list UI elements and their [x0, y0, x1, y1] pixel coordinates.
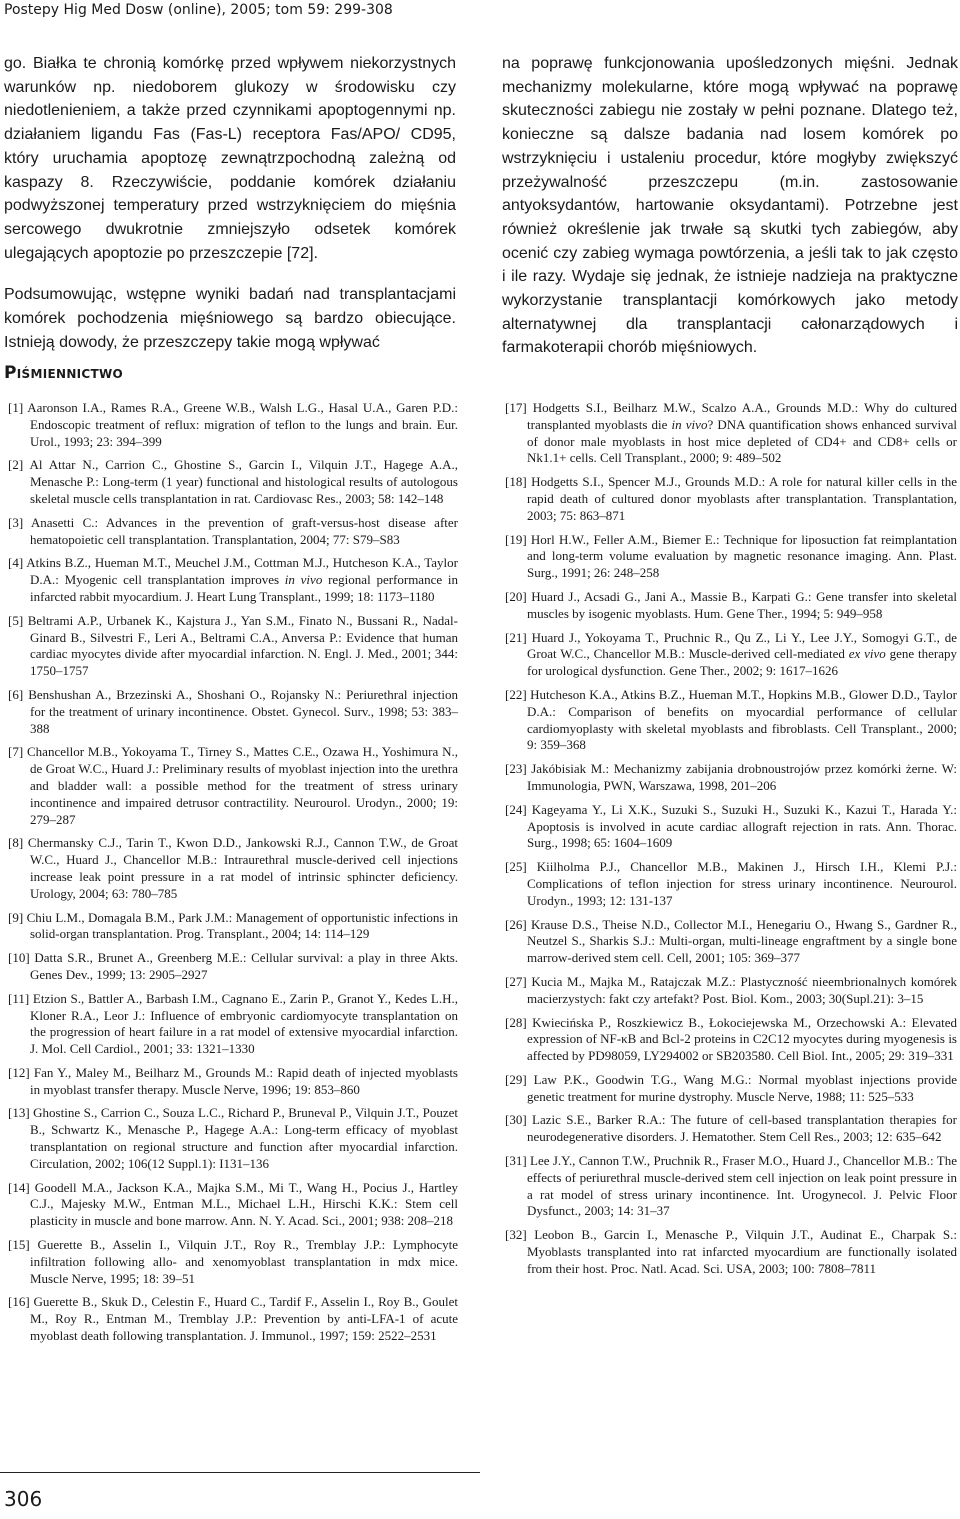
reference-item	[8, 1237, 458, 1287]
reference-number: [3]	[8, 514, 24, 530]
reference-number: [30]	[505, 1112, 527, 1128]
body-text-right-column	[502, 52, 958, 378]
reference-text: Kageyama Y., Li X.K., Suzuki S., Suzuki H., Suzuki K., Kazui T., Harada Y.: Apoptosis is involved in acute cardiac allograft rejection in rats. Ann. Thorac. Surg., 1998; 65: 1604–1609	[527, 801, 957, 851]
reference-item	[8, 1105, 458, 1172]
reference-number: [22]	[505, 686, 527, 702]
reference-number: [10]	[8, 950, 30, 966]
running-head: Postepy Hig Med Dosw (online), 2005; tom 59: 299-308	[4, 2, 393, 18]
reference-item	[8, 835, 458, 902]
reference-text: Kucia M., Majka M., Ratajczak M.Z.: Plastyczność nieembrionalnych komórek macierzystych: fakt czy artefakt? Post. Biol. Kom., 2003; 30(Supl.21): 3–15	[527, 973, 957, 1006]
reference-item	[8, 991, 458, 1058]
reference-item	[8, 910, 458, 944]
reference-number: [14]	[8, 1179, 30, 1195]
reference-number: [32]	[505, 1227, 527, 1243]
references-heading: Piśmiennictwo	[4, 363, 124, 383]
reference-number: [17]	[505, 400, 527, 415]
reference-number: [20]	[505, 588, 527, 604]
reference-text: Lee J.Y., Cannon T.W., Pruchnik R., Fraser M.O., Huard J., Chancellor M.B.: The effects of periurethral muscle-derived stem cell injection on leak point pressure in a rat model of stress urinary incontinence. Int. Urogynecol. J. Pelvic Floor Dysfunct., 2003; 14: 31–37	[527, 1153, 957, 1219]
reference-item	[505, 761, 957, 795]
reference-item	[505, 859, 957, 909]
reference-item	[8, 1294, 458, 1344]
reference-number: [7]	[8, 744, 24, 760]
reference-number: [16]	[8, 1294, 30, 1310]
reference-item	[8, 744, 458, 828]
reference-item	[8, 515, 458, 549]
reference-text: Huard J., Acsadi G., Jani A., Massie B., Karpati G.: Gene transfer into skeletal muscles by isogenic myoblasts. Hum. Gene Ther., 1994; 5: 949–958	[527, 588, 958, 621]
reference-text: Fan Y., Maley M., Beilharz M., Grounds M.: Rapid death of injected myoblasts in myoblast transfer therapy. Muscle Nerve, 1996; 19: 853–860	[30, 1064, 458, 1097]
reference-text: Horl H.W., Feller A.M., Biemer E.: Technique for liposuction fat reimplantation and long-term volume evaluation by magnetic resonance imaging. Ann. Plast. Surg., 1991; 26: 248–258	[527, 531, 957, 581]
reference-item	[8, 950, 458, 984]
reference-item	[505, 1112, 957, 1146]
footer-rule	[0, 1472, 480, 1473]
reference-text: Lazic S.E., Barker R.A.: The future of cell-based transplantation therapies for neurodegenerative disorders. J. Hematother. Stem Cell Res., 2003; 12: 635–642	[527, 1112, 957, 1145]
reference-number: [18]	[505, 474, 527, 490]
reference-number: [2]	[8, 457, 24, 473]
reference-item	[8, 457, 458, 507]
reference-italic-term: in vivo	[671, 416, 708, 432]
reference-text: Kiilholma P.J., Chancellor M.B., Makinen J., Hirsch I.H., Klemi P.J.: Complications of teflon injection for stress urinary incontinence. Neurourol. Urodyn., 1993; 12: 131-137	[527, 859, 958, 908]
reference-text: Hutcheson K.A., Atkins B.Z., Hueman M.T., Hopkins M.B., Glower D.D., Taylor D.A.: Comparison of benefits on myocardial performance of cellular cardiomyoplasty with skeletal myoblasts and fibroblasts. Cell Transplant., 2000; 9: 359–368	[527, 686, 957, 753]
reference-italic-term: in vivo	[284, 572, 323, 588]
reference-item	[8, 1180, 458, 1230]
reference-item	[505, 687, 957, 754]
reference-item	[505, 974, 957, 1008]
reference-number: [15]	[8, 1237, 30, 1253]
reference-number: [27]	[505, 973, 527, 989]
reference-text: Krause D.S., Theise N.D., Collector M.I., Henegariu O., Hwang S., Gardner R., Neutzel S., Sharkis S.J.: Multi-organ, multi-lineage engraftment by a single bone marrow-derived stem cell. Cell, 2001; 105: 369–377	[527, 916, 958, 966]
reference-number: [21]	[505, 629, 527, 645]
reference-item	[8, 687, 458, 737]
reference-text: Chancellor M.B., Yokoyama T., Tirney S., Mattes C.E., Ozawa H., Yoshimura N., de Groat W.C., Huard J.: Preliminary results of myoblast injection into the urethra and bladder wall: a possible method for the treatment of stress urinary incontinence and impaired detrusor contractility. Neurourol. Urodyn., 2000; 19: 279–287	[27, 744, 459, 827]
reference-number: [9]	[8, 909, 24, 925]
reference-text: Anasetti C.: Advances in the prevention of graft-versus-host disease after hematopoietic cell transplantation. Transplantation, 2004; 77: S79–S83	[30, 514, 458, 547]
reference-text: Beltrami A.P., Urbanek K., Kajstura J., Yan S.M., Finato N., Bussani R., Nadal-Ginard B., Silvestri F., Leri A., Beltrami C.A., Anversa P.: Evidence that human cardiac myocytes divide after myocardial infarction. N. Engl. J. Med., 2001; 344: 1750–1757	[27, 612, 458, 679]
reference-number: [6]	[8, 686, 24, 702]
reference-item	[8, 400, 458, 450]
reference-text: Etzion S., Battler A., Barbash I.M., Cagnano E., Zarin P., Granot Y., Kedes L.H., Kloner R.A., Leor J.: Influence of embryonic cardiomyocyte transplantation on the progression of heart failure in a rat model of extensive myocardial infarction. J. Mol. Cell Cardiol., 2001; 33: 1321–1330	[30, 990, 459, 1057]
reference-item	[505, 589, 957, 623]
reference-text: Atkins B.Z., Hueman M.T., Meuchel J.M., Cottman M.J., Hutcheson K.A., Taylor D.A.: Myogenic cell transplantation improves	[26, 555, 458, 588]
body-text-left-column	[4, 52, 456, 372]
reference-number: [5]	[8, 612, 24, 628]
reference-number: [25]	[505, 859, 527, 875]
reference-italic-term: ex vivo	[848, 646, 886, 662]
reference-item	[505, 400, 957, 467]
reference-text: Law P.K., Goodwin T.G., Wang M.G.: Normal myoblast injections provide genetic treatment for murine dystrophy. Muscle Nerve, 1988; 11: 525–533	[527, 1071, 958, 1104]
reference-number: [1]	[8, 400, 24, 415]
body-paragraph: Podsumowując, wstępne wyniki badań nad transplantacjami komórek pochodzenia mięśniowego są bardzo obiecujące. Istnieją dowody, że przeszczepy takie mogą wpływać	[4, 286, 456, 351]
references-right-column	[505, 400, 957, 1285]
reference-item	[505, 474, 957, 524]
reference-number: [4]	[8, 555, 24, 571]
body-paragraph: go. Białka te chronią komórkę przed wpływem niekorzystnych warunków np. niedoborem glukozy w środowisku czy niedotlenieniem, a także przed czynnikami apoptogennymi np. działaniem ligandu Fas (Fas-L) receptora Fas/APO/ CD95, który uruchamia apoptozę zewnątrzpochodną zależną od kaspazy 8. Rzeczywiście, poddanie komórek działaniu podwyższonej temperatury przed wstrzyknięciem do mięśnia sercowego dwukrotnie zmniejszyło odsetek komórek ulegających apoptozie po przeszczepie [72].	[4, 55, 456, 262]
reference-number: [26]	[505, 916, 527, 932]
reference-number: [12]	[8, 1064, 30, 1080]
reference-number: [11]	[8, 990, 30, 1006]
reference-number: [24]	[505, 801, 527, 817]
reference-number: [13]	[8, 1105, 30, 1121]
reference-number: [8]	[8, 835, 24, 851]
reference-text-cont: ? DNA quantification shows enhanced survival of donor male myoblasts in host mice depleted of CD4+ and CD8+ cells or Nk1.1+ cells. Cell Transplant., 2000; 9: 489–502	[527, 416, 958, 466]
reference-text-cont: regional performance in infarcted rabbit myocardium. J. Heart Lung Transplant., 1999; 18: 1173–1180	[30, 572, 458, 604]
reference-text: Datta S.R., Brunet A., Greenberg M.E.: Cellular survival: a play in three Akts. Genes Dev., 1999; 13: 2905–2927	[30, 950, 459, 982]
references-left-column	[8, 400, 458, 1352]
reference-text: Hodgetts S.I., Beilharz M.W., Scalzo A.A., Grounds M.D.: Why do cultured transplanted myoblasts die	[527, 400, 958, 432]
reference-item	[505, 630, 957, 680]
reference-text-cont: gene therapy for urological dysfunction. Gene Ther., 2002; 9: 1617–1626	[527, 646, 957, 679]
reference-item	[505, 1227, 957, 1277]
reference-item	[505, 1153, 957, 1220]
reference-text: Kwiecińska P., Roszkiewicz B., Łokociejewska M., Orzechowski A.: Elevated expression of NF-κB and Bcl-2 proteins in C2C12 myocytes during myogenesis is affected by PD98059, LY294002 or SB203580. Cell Biol. Int., 2005; 29: 319–331	[527, 1014, 957, 1064]
reference-text: Aaronson I.A., Rames R.A., Greene W.B., Walsh L.G., Hasal U.A., Garen P.D.: Endoscopic treatment of reflux: migration of teflon to the lungs and brain. Eur. Urol., 1993; 23: 394–399	[27, 400, 458, 449]
reference-item	[505, 917, 957, 967]
reference-number: [19]	[505, 531, 527, 547]
reference-text: Jakóbisiak M.: Mechanizmy zabijania drobnoustrojów przez komórki żerne. W: Immunologia, PWN, Warszawa, 1998, 201–206	[527, 761, 958, 793]
reference-item	[8, 613, 458, 680]
reference-text: Guerette B., Asselin I., Vilquin J.T., Roy R., Tremblay J.P.: Lymphocyte infiltration following allo- and xenomyoblast transplantation in mdx mice. Muscle Nerve, 1995; 18: 39–51	[30, 1237, 458, 1286]
reference-text: Huard J., Yokoyama T., Pruchnic R., Qu Z., Li Y., Lee J.Y., Somogyi G.T., de Groat W.C., Chancellor M.B.: Muscle-derived cell-mediated	[527, 629, 957, 662]
reference-text: Al Attar N., Carrion C., Ghostine S., Garcin I., Vilquin J.T., Hagege A.A., Menasche P.: Long-term (1 year) functional and histological results of autologous skeletal muscle cells transplantation in rat. Cardiovasc Res., 2003; 58: 142–148	[29, 457, 458, 506]
reference-number: [23]	[505, 761, 527, 777]
reference-text: Chermansky C.J., Tarin T., Kwon D.D., Jankowski R.J., Cannon T.W., de Groat W.C., Huard J., Chancellor M.B.: Intraurethral muscle-derived cell injections increase leak point pressure in a rat model of intrinsic sphincter deficiency. Urology, 2004; 63: 780–785	[27, 835, 459, 901]
reference-text: Goodell M.A., Jackson K.A., Majka S.M., Mi T., Wang H., Pocius J., Hartley C.J., Majesky M.W., Entman M.L., Michael L.H., Hirschi K.K.: Stem cell plasticity in muscle and bone marrow. Ann. N. Y. Acad. Sci., 2001; 938: 208–218	[30, 1179, 459, 1229]
reference-text: Benshushan A., Brzezinski A., Shoshani O., Rojansky N.: Periurethral injection for the treatment of urinary incontinence. Obstet. Gynecol. Surv., 1998; 53: 383–388	[28, 686, 458, 736]
reference-text: Ghostine S., Carrion C., Souza L.C., Richard P., Bruneval P., Vilquin J.T., Pouzet B., Schwartz K., Menasche P., Hagege A.A.: Long-term efficacy of myoblast transplantation on regional structure and function after myocardial infarction. Circulation, 2002; 106(12 Suppl.1): I131–136	[30, 1105, 458, 1171]
body-paragraph: na poprawę funkcjonowania upośledzonych mięśni. Jednak mechanizmy molekularne, które mogą wpływać na poprawę skuteczności zabiegu nie zostały w pełni poznane. Dlatego też, konieczne są dalsze badania nad losem komórek po wstrzyknięciu i ustaleniu procedur, które mogłyby zwiększyć przeżywalność przeszczepu (m.in. zastosowanie antyoksydantów, hartowanie oksydantami). Potrzebne jest również określenie jak trwałe są skutki tych zabiegów, aby ocenić czy zabieg wymaga powtórzenia, a jeśli tak to jak często i ile razy. Wydaje się jednak, że istnieje nadzieja na praktyczne wykorzystanie transplantacji komórkowych jako metody alternatywnej dla transplantacji całonarządowych i farmakoterapii chorób mięśniowych.	[502, 55, 958, 357]
reference-item	[505, 1015, 957, 1065]
reference-item	[505, 802, 957, 852]
reference-number: [31]	[505, 1153, 527, 1169]
reference-text: Leobon B., Garcin I., Menasche P., Vilquin J.T., Audinat E., Charpak S.: Myoblasts transplanted into rat infarcted myocardium are functionally isolated from their host. Proc. Natl. Acad. Sci. USA, 2003; 100: 7808–7811	[527, 1227, 957, 1276]
reference-text: Chiu L.M., Domagala B.M., Park J.M.: Management of opportunistic infections in solid-organ transplantation. Prog. Transplant., 2004; 14: 114–129	[26, 909, 459, 942]
reference-item	[8, 1065, 458, 1099]
page-number: 306	[4, 1487, 43, 1511]
reference-number: [29]	[505, 1071, 527, 1087]
reference-text: Hodgetts S.I., Spencer M.J., Grounds M.D.: A role for natural killer cells in the rapid death of cultured donor myoblasts after transplantation. Transplantation, 2003; 75: 863–871	[527, 474, 957, 523]
reference-item	[505, 1072, 957, 1106]
reference-item	[8, 555, 458, 605]
reference-number: [28]	[505, 1014, 527, 1030]
reference-text: Guerette B., Skuk D., Celestin F., Huard C., Tardif F., Asselin I., Roy B., Goulet M., Roy R., Entman M., Tremblay J.P.: Prevention by anti-LFA-1 of acute myoblast death following transplantation. J. Immunol., 1997; 159: 2522–2531	[30, 1294, 459, 1344]
reference-item	[505, 532, 957, 582]
